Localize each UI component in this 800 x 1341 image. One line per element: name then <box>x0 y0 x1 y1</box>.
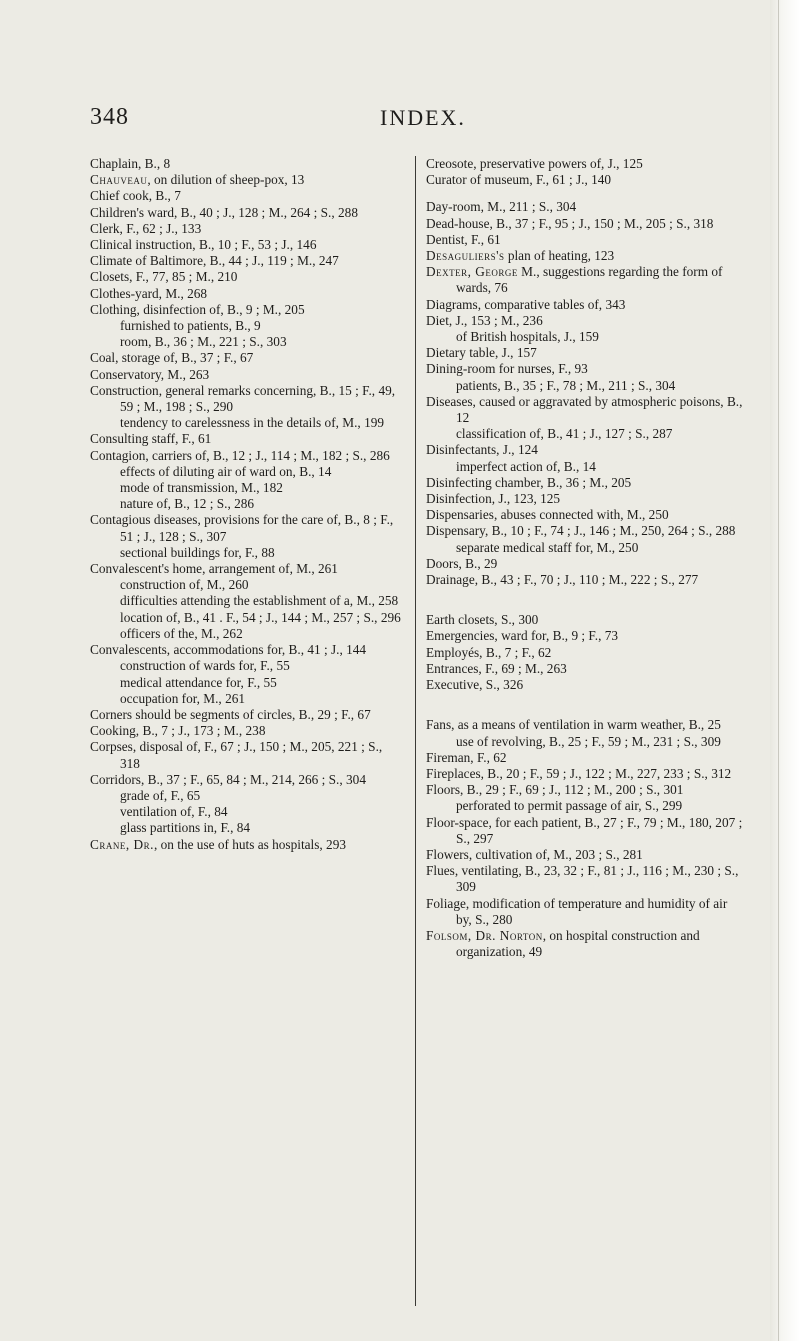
index-entry <box>426 896 744 928</box>
entry-text: Dentist, F., 61 <box>426 231 501 247</box>
index-subentry <box>90 691 404 707</box>
index-entry <box>426 815 744 847</box>
entry-text: Chief cook, B., 7 <box>90 188 181 204</box>
index-entry <box>90 837 404 853</box>
index-entry <box>90 739 404 771</box>
index-column-left <box>90 156 404 853</box>
entry-text: Day-room, M., 211 ; S., 304 <box>426 199 577 215</box>
entry-text: Construction, general remarks concerning, B., 15 ; F., 49, 59 ; M., 198 ; S., 290 <box>90 382 396 415</box>
index-subentry <box>90 675 404 691</box>
entry-text: Floor-space, for each patient, B., 27 ; F., 79 ; M., 180, 207 ; S., 297 <box>426 814 743 846</box>
entry-heading: Folsom, Dr. Norton <box>426 927 543 943</box>
index-entry <box>90 269 404 285</box>
entry-text: room, B., 36 ; M., 221 ; S., 303 <box>120 334 287 350</box>
entry-text: Entrances, F., 69 ; M., 263 <box>426 660 567 676</box>
index-subentry <box>90 820 404 836</box>
entry-text: mode of transmission, M., 182 <box>120 480 283 496</box>
entry-text: patients, B., 35 ; F., 78 ; M., 211 ; S., 304 <box>456 377 676 393</box>
entry-text: Curator of museum, F., 61 ; J., 140 <box>426 172 612 188</box>
index-entry <box>426 661 744 677</box>
entry-text: imperfect action of, B., 14 <box>456 458 596 474</box>
entry-text: M., suggestions regarding the form of wards, 76 <box>456 264 723 296</box>
entry-text: Fans, as a means of ventilation in warm weather, B., 25 <box>426 717 721 733</box>
entry-text: perforated to permit passage of air, S., 299 <box>456 798 683 814</box>
entry-text: Dietary table, J., 157 <box>426 345 537 361</box>
index-entry <box>426 612 744 628</box>
index-entry <box>426 156 744 172</box>
index-entry <box>90 221 404 237</box>
index-entry <box>90 367 404 383</box>
entry-text: Creosote, preservative powers of, J., 125 <box>426 156 643 171</box>
entry-heading: Chauveau <box>90 172 148 188</box>
index-subentry <box>90 415 404 431</box>
entry-text: Fireman, F., 62 <box>426 749 507 765</box>
index-entry <box>426 394 744 426</box>
entry-text: Disinfection, J., 123, 125 <box>426 491 561 507</box>
entry-text: Floors, B., 29 ; F., 69 ; J., 112 ; M., 200 ; S., 301 <box>426 782 684 798</box>
column-divider <box>415 156 416 1306</box>
entry-text: Doors, B., 29 <box>426 555 498 571</box>
index-entry <box>90 205 404 221</box>
index-subentry <box>90 334 404 350</box>
entry-text: Diet, J., 153 ; M., 236 <box>426 312 543 328</box>
index-entry <box>90 286 404 302</box>
index-subentry <box>90 577 404 593</box>
entry-text: Chaplain, B., 8 <box>90 156 171 171</box>
entry-text: Coal, storage of, B., 37 ; F., 67 <box>90 350 254 366</box>
entry-text: Dead-house, B., 37 ; F., 95 ; J., 150 ; M., 205 ; S., 318 <box>426 215 714 231</box>
entry-text: , on dilution of sheep-pox, 13 <box>147 172 305 188</box>
index-subentry <box>90 658 404 674</box>
entry-text: Clothing, disinfection of, B., 9 ; M., 205 <box>90 301 305 317</box>
entry-text: Corpses, disposal of, F., 67 ; J., 150 ; M., 205, 221 ; S., 318 <box>90 739 383 771</box>
index-subentry <box>90 626 404 642</box>
entry-text: Clerk, F., 62 ; J., 133 <box>90 220 202 236</box>
index-entry <box>90 383 404 415</box>
entry-text: classification of, B., 41 ; J., 127 ; S., 287 <box>456 426 673 442</box>
page-title: INDEX. <box>380 105 466 130</box>
entry-heading: Desaguliers's <box>426 248 505 264</box>
entry-text: Disinfectants, J., 124 <box>426 442 538 458</box>
entry-text: Drainage, B., 43 ; F., 70 ; J., 110 ; M., 222 ; S., 277 <box>426 572 699 588</box>
index-entry <box>426 556 744 572</box>
entry-text: glass partitions in, F., 84 <box>120 820 251 836</box>
entry-text: Corners should be segments of circles, B., 29 ; F., 67 <box>90 706 371 722</box>
index-entry <box>90 237 404 253</box>
index-entry <box>426 232 744 248</box>
entry-text: effects of diluting air of ward on, B., 14 <box>120 463 332 479</box>
entry-text: ventilation of, F., 84 <box>120 804 228 820</box>
index-entry <box>426 928 744 960</box>
entry-text: Disinfecting chamber, B., 36 ; M., 205 <box>426 474 632 490</box>
index-entry <box>426 491 744 507</box>
entry-text: Dispensaries, abuses connected with, M., 250 <box>426 507 669 523</box>
entry-text: construction of, M., 260 <box>120 577 249 593</box>
index-entry <box>426 361 744 377</box>
entry-text: difficulties attending the establishment of a, M., 258 <box>120 593 399 609</box>
index-entry <box>426 442 744 458</box>
entry-text: Convalescent's home, arrangement of, M., 261 <box>90 561 338 577</box>
entry-text: Contagious diseases, provisions for the care of, B., 8 ; F., 51 ; J., 128 ; S., 307 <box>90 512 394 544</box>
index-entry <box>426 750 744 766</box>
entry-text: Corridors, B., 37 ; F., 65, 84 ; M., 214, 266 ; S., 304 <box>90 771 366 787</box>
index-entry <box>90 431 404 447</box>
index-entry <box>90 772 404 788</box>
index-entry <box>426 847 744 863</box>
index-entry <box>90 172 404 188</box>
page-number: 348 <box>90 104 129 130</box>
entry-text: plan of heating, 123 <box>504 248 615 264</box>
entry-text: , on hospital construction and organization, 49 <box>456 927 700 960</box>
index-entry <box>426 345 744 361</box>
index-subentry <box>426 378 744 394</box>
index-entry <box>426 628 744 644</box>
index-subentry <box>90 545 404 561</box>
entry-text: Foliage, modification of temperature and humidity of air by, S., 280 <box>426 895 728 927</box>
page-header <box>90 104 770 134</box>
index-entry <box>426 645 744 661</box>
entry-text: Flues, ventilating, B., 23, 32 ; F., 81 ; J., 116 ; M., 230 ; S., 309 <box>426 863 739 895</box>
index-entry <box>426 199 744 215</box>
index-subentry <box>426 734 744 750</box>
index-entry <box>426 313 744 329</box>
entry-text: Executive, S., 326 <box>426 677 524 693</box>
index-entry <box>426 572 744 588</box>
index-entry <box>426 507 744 523</box>
index-entry <box>426 677 744 693</box>
entry-text: use of revolving, B., 25 ; F., 59 ; M., 231 ; S., 309 <box>456 733 721 749</box>
index-entry <box>90 350 404 366</box>
entry-text: Climate of Baltimore, B., 44 ; J., 119 ; M., 247 <box>90 253 339 269</box>
index-entry <box>426 475 744 491</box>
entry-text: occupation for, M., 261 <box>120 690 246 706</box>
entry-text: location of, B., 41 . F., 54 ; J., 144 ; M., 257 ; S., 296 <box>120 609 401 625</box>
entry-text: Dispensary, B., 10 ; F., 74 ; J., 146 ; M., 250, 264 ; S., 288 <box>426 523 736 539</box>
entry-text: Convalescents, accommodations for, B., 41 ; J., 144 <box>90 642 367 658</box>
index-subentry <box>426 798 744 814</box>
index-entry <box>90 512 404 544</box>
index-subentry <box>426 329 744 345</box>
index-entry <box>90 302 404 318</box>
entry-text: nature of, B., 12 ; S., 286 <box>120 496 255 512</box>
index-entry <box>90 188 404 204</box>
entry-text: Flowers, cultivation of, M., 203 ; S., 281 <box>426 846 643 862</box>
entry-text: Clothes-yard, M., 268 <box>90 285 208 301</box>
entry-text: Clinical instruction, B., 10 ; F., 53 ; J., 146 <box>90 237 317 253</box>
entry-text: separate medical staff for, M., 250 <box>456 539 639 555</box>
entry-text: sectional buildings for, F., 88 <box>120 544 275 560</box>
entry-text: Earth closets, S., 300 <box>426 612 539 628</box>
index-entry <box>90 707 404 723</box>
index-entry <box>426 766 744 782</box>
entry-text: tendency to carelessness in the details of, M., 199 <box>120 415 385 431</box>
index-entry <box>426 717 744 733</box>
entry-text: medical attendance for, F., 55 <box>120 674 277 690</box>
index-subentry <box>426 426 744 442</box>
index-subentry <box>426 459 744 475</box>
entry-heading: Dexter, George <box>426 264 518 280</box>
entry-text: Diseases, caused or aggravated by atmospheric poisons, B., 12 <box>426 393 743 426</box>
index-entry <box>90 448 404 464</box>
entry-text: Consulting staff, F., 61 <box>90 431 212 447</box>
entry-text: Diagrams, comparative tables of, 343 <box>426 296 626 312</box>
entry-text: Emergencies, ward for, B., 9 ; F., 73 <box>426 628 619 644</box>
index-entry <box>90 253 404 269</box>
page-edge <box>770 0 800 1341</box>
entry-text: construction of wards for, F., 55 <box>120 658 290 674</box>
index-entry <box>426 264 744 296</box>
index-entry <box>90 156 404 172</box>
index-entry <box>90 561 404 577</box>
entry-text: , on the use of huts as hospitals, 293 <box>153 836 347 852</box>
entry-text: of British hospitals, J., 159 <box>456 329 599 345</box>
index-subentry <box>90 318 404 334</box>
index-subentry <box>90 804 404 820</box>
index-entry <box>90 642 404 658</box>
entry-text: furnished to patients, B., 9 <box>120 318 261 334</box>
index-subentry <box>90 593 404 609</box>
entry-text: Closets, F., 77, 85 ; M., 210 <box>90 269 238 285</box>
entry-text: Employés, B., 7 ; F., 62 <box>426 644 552 660</box>
index-entry <box>426 216 744 232</box>
index-entry <box>426 782 744 798</box>
index-entry <box>426 297 744 313</box>
entry-text: Conservatory, M., 263 <box>90 366 210 382</box>
entry-text: Children's ward, B., 40 ; J., 128 ; M., 264 ; S., 288 <box>90 204 358 220</box>
entry-text: Contagion, carriers of, B., 12 ; J., 114 ; M., 182 ; S., 286 <box>90 447 390 463</box>
index-column-right <box>426 156 744 960</box>
index-subentry <box>426 540 744 556</box>
entry-text: Fireplaces, B., 20 ; F., 59 ; J., 122 ; M., 227, 233 ; S., 312 <box>426 765 732 781</box>
index-subentry <box>90 464 404 480</box>
entry-text: Cooking, B., 7 ; J., 173 ; M., 238 <box>90 723 266 739</box>
index-entry <box>90 723 404 739</box>
index-entry <box>426 863 744 895</box>
entry-heading: Crane, Dr. <box>90 836 154 852</box>
index-subentry <box>90 610 404 626</box>
index-subentry <box>90 788 404 804</box>
entry-text: grade of, F., 65 <box>120 787 201 803</box>
index-subentry <box>90 480 404 496</box>
index-entry <box>426 248 744 264</box>
entry-text: officers of the, M., 262 <box>120 625 243 641</box>
index-entry <box>426 172 744 188</box>
index-entry <box>426 523 744 539</box>
entry-text: Dining-room for nurses, F., 93 <box>426 361 588 377</box>
index-subentry <box>90 496 404 512</box>
